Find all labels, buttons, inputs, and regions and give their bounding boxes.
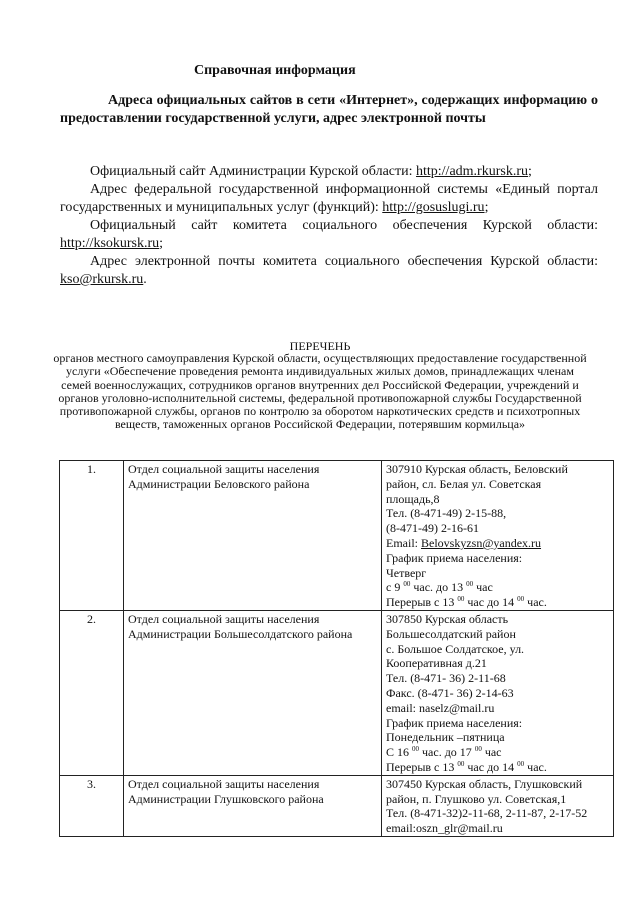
minutes-sup: 00 [412, 745, 420, 754]
schedule-hours [386, 580, 609, 595]
hours-text: час [473, 580, 493, 595]
info-text: Адрес федеральной государственной информационной системы «Единый портал государственных и муниципальных услуг (функций): [60, 182, 598, 215]
org-name-line: Администрации Большесолдатского района [128, 626, 353, 641]
table-row [60, 461, 614, 611]
hours-text: с 9 [386, 580, 404, 595]
info-tail: ; [528, 164, 532, 179]
org-name-line: Отдел социальной защиты населения [128, 462, 320, 476]
address-line: с. Большое Солдатское, ул. [386, 641, 525, 656]
info-line [60, 253, 598, 289]
address-line: Кооперативная д.21 [386, 656, 487, 671]
org-name [124, 610, 382, 775]
minutes-sup: 00 [457, 595, 465, 604]
row-number: 2. [60, 610, 124, 775]
info-line [60, 181, 598, 217]
org-name-line: Администрации Беловского района [128, 476, 310, 491]
address-line: район, сл. Белая ул. Советская [386, 476, 542, 491]
list-description: органов местного самоуправления Курской области, осуществляющих предоставление государственной услуги «Обеспечение проведения ремонта индивидуальных жилых домов, принадлежащих членам семей военнослужащих, сотрудников органов внутренних дел Российской Федерации, учреждений и органов уголовно-исполнительной системы, федеральной противопожарной службы Государственной противопожарной службы, органов по контролю за оборотом наркотических средств и психотропных веществ, таможенных органов Российской Федерации, потерявшим кормильца» [53, 351, 587, 432]
info-block [60, 163, 598, 289]
address-line: 307850 Курская область [386, 611, 509, 626]
address-line: площадь,8 [386, 491, 440, 506]
address-line: район, п. Глушково ул. Советская,1 [386, 791, 567, 806]
schedule-day: Четверг [386, 565, 427, 580]
break-hours [386, 760, 609, 775]
info-tail: . [143, 272, 147, 287]
org-name-line: Отдел социальной защиты населения [128, 776, 320, 791]
info-text: Адрес электронной почты комитета социального обеспечения Курской области: [90, 254, 598, 269]
schedule-label: График приема населения: [386, 715, 523, 730]
org-contacts [382, 610, 614, 775]
info-tail: ; [484, 200, 489, 215]
minutes-sup: 00 [517, 759, 525, 768]
info-text: Официальный сайт комитета социального обеспечения Курской области: [90, 218, 598, 233]
adm-site-link[interactable]: http://adm.rkursk.ru [416, 164, 528, 179]
info-line [60, 163, 598, 181]
document-title: Справочная информация [194, 63, 356, 78]
minutes-sup: 00 [457, 759, 465, 768]
info-tail: ; [159, 236, 164, 251]
email-line [386, 536, 609, 551]
info-line [60, 217, 598, 253]
kso-site-link[interactable]: http://ksokursk.ru [60, 236, 160, 251]
break-hours [386, 595, 609, 610]
minutes-sup: 00 [403, 580, 411, 589]
phone-line: (8-471-49) 2-16-61 [386, 521, 479, 536]
hours-text: С 16 [386, 745, 413, 760]
address-line: Большесолдатский район [386, 626, 516, 641]
schedule-hours [386, 745, 609, 760]
hours-text: Перерыв с 13 [386, 759, 458, 774]
table-row [60, 610, 614, 775]
row-number: 3. [60, 775, 124, 836]
hours-text: Перерыв с 13 [386, 595, 458, 610]
address-line: 307910 Курская область, Беловский [386, 462, 568, 476]
email-line: email: naselz@mail.ru [386, 700, 495, 715]
hours-text: час до 14 [464, 595, 518, 610]
minutes-sup: 00 [466, 580, 474, 589]
hours-text: час. до 13 [410, 580, 467, 595]
row-number: 1. [60, 461, 124, 611]
address-line: 307450 Курская область, Глушковский [386, 776, 583, 791]
phone-line: Тел. (8-471-32)2-11-68, 2-11-87, 2-17-52 [386, 806, 588, 821]
org-name [124, 775, 382, 836]
kso-email-link[interactable]: kso@rkursk.ru [60, 272, 144, 287]
email-line: email:oszn_glr@mail.ru [386, 821, 503, 836]
email-link[interactable]: Belovskyzsn@yandex.ru [421, 535, 542, 550]
email-label: Email: [386, 535, 421, 550]
hours-text: час. [524, 759, 547, 774]
section-heading: Адреса официальных сайтов в сети «Интернет», содержащих информацию о предоставлении государственной услуги, адрес электронной почты [60, 93, 598, 126]
schedule-day: Понедельник –пятница [386, 730, 505, 745]
fax-line: Факс. (8-471- 36) 2-14-63 [386, 685, 514, 700]
org-name-line: Администрации Глушковского района [128, 791, 324, 806]
org-name [124, 461, 382, 611]
list-title: ПЕРЕЧЕНЬ [289, 339, 351, 353]
org-contacts [382, 775, 614, 836]
org-name-line: Отдел социальной защиты населения [128, 611, 320, 626]
minutes-sup: 00 [474, 745, 482, 754]
table-row [60, 775, 614, 836]
hours-text: час [481, 745, 502, 760]
hours-text: час. [524, 595, 547, 610]
hours-text: час. до 17 [419, 745, 475, 760]
phone-line: Тел. (8-471-49) 2-15-88, [386, 506, 507, 521]
phone-line: Тел. (8-471- 36) 2-11-68 [386, 671, 506, 686]
info-text: Официальный сайт Администрации Курской области: [90, 164, 416, 179]
organizations-table [59, 460, 614, 837]
minutes-sup: 00 [517, 595, 525, 604]
hours-text: час до 14 [464, 759, 518, 774]
schedule-label: График приема населения: [386, 550, 523, 565]
gosuslugi-link[interactable]: http://gosuslugi.ru [382, 200, 485, 215]
org-contacts [382, 461, 614, 611]
